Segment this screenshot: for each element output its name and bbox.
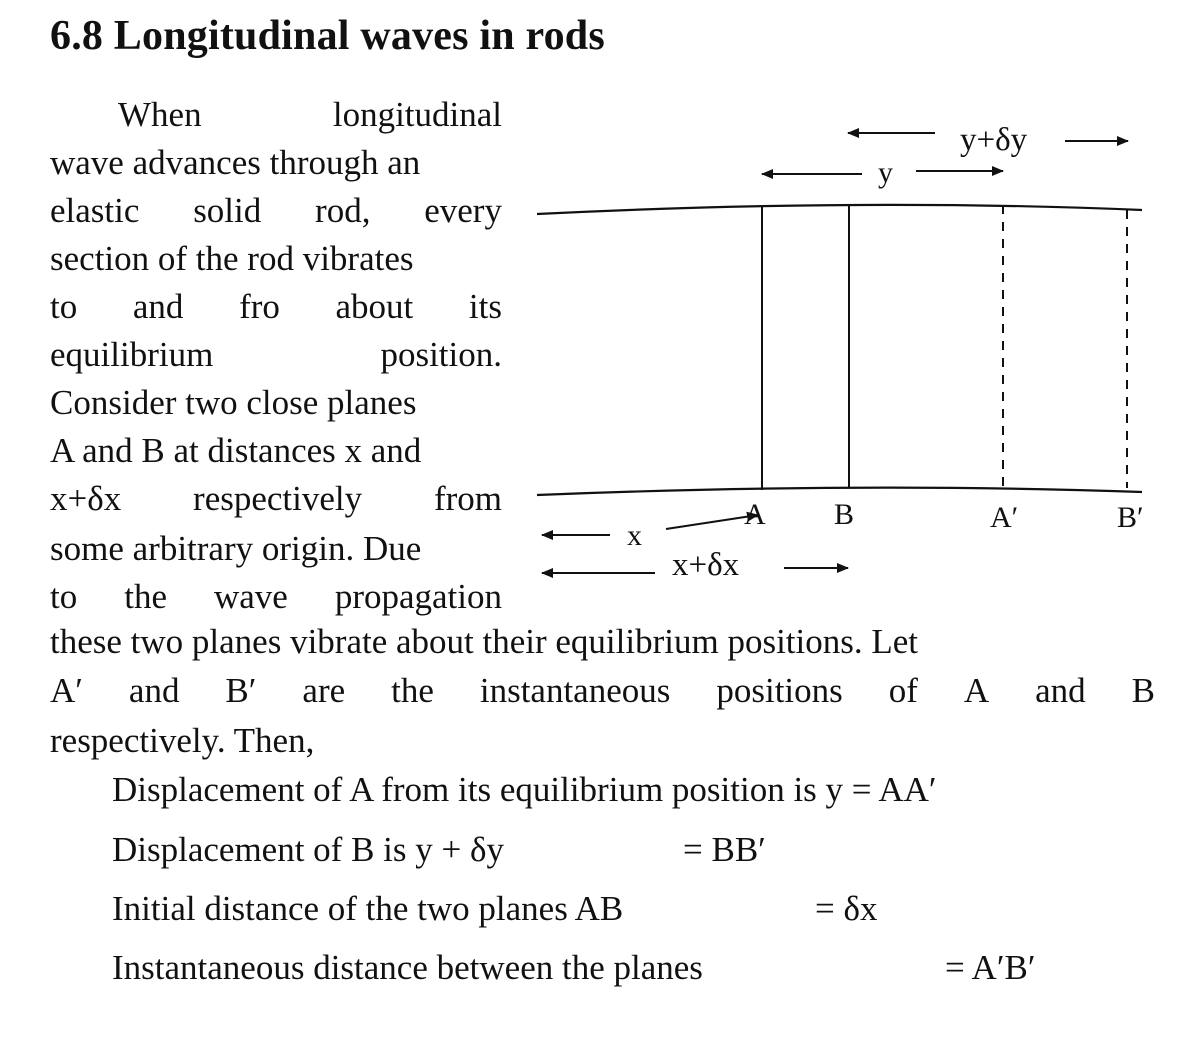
word: its <box>468 287 502 326</box>
word: and <box>128 671 180 710</box>
word: A′ <box>50 671 83 710</box>
word: x+δx <box>50 479 122 518</box>
word: wave <box>213 577 288 616</box>
word: about <box>335 287 414 326</box>
paragraph-line-12: these two planes vibrate about their equilibrium positions. Let <box>50 622 919 661</box>
word: every <box>424 191 502 230</box>
label-a-prime: A′ <box>990 501 1019 534</box>
word: and <box>1035 671 1086 710</box>
paragraph-line-4: section of the rod vibrates <box>50 239 414 278</box>
word: B′ <box>225 671 257 710</box>
label-b-prime: B′ <box>1117 501 1144 534</box>
x-dx-label: x+δx <box>672 547 740 583</box>
relation-2-label: Displacement of B is y + δy <box>112 830 505 869</box>
word: equilibrium <box>50 335 214 374</box>
paragraph-line-8: A and B at distances x and <box>50 431 422 470</box>
word: rod, <box>315 191 371 230</box>
label-a: A <box>744 498 766 531</box>
relation-3-value: = δx <box>815 889 878 928</box>
word: instantaneous <box>479 671 671 710</box>
paragraph-line-2: wave advances through an <box>50 143 421 182</box>
word: from <box>433 479 502 518</box>
paragraph-line-13 <box>50 667 1155 715</box>
word: and <box>132 287 184 326</box>
relation-4-label: Instantaneous distance between the planes <box>112 948 703 987</box>
rod-top-edge <box>537 205 1142 214</box>
word: the <box>391 671 434 710</box>
word: propagation <box>334 577 502 616</box>
word: fro <box>239 287 280 326</box>
word: solid <box>193 191 262 230</box>
relation-2-value: = BB′ <box>683 830 766 869</box>
word: position. <box>380 335 502 374</box>
section-heading: 6.8 Longitudinal waves in rods <box>50 13 605 59</box>
x-label: x <box>627 519 642 552</box>
word: When <box>118 95 202 134</box>
label-b: B <box>834 498 855 531</box>
y-dy-label: y+δy <box>960 122 1028 158</box>
word: respectively <box>193 479 363 518</box>
word: B <box>1131 671 1155 710</box>
word: elastic <box>50 191 140 230</box>
paragraph-line-14: respectively. Then, <box>50 721 315 760</box>
relation-3-label: Initial distance of the two planes AB <box>112 889 624 928</box>
word: to <box>50 287 78 326</box>
word: to <box>50 577 78 616</box>
paragraph-line-10: some arbitrary origin. Due <box>50 529 422 568</box>
relation-4-value: = A′B′ <box>945 948 1036 987</box>
word: longitudinal <box>332 95 502 134</box>
paragraph-line-7: Consider two close planes <box>50 383 417 422</box>
word: the <box>124 577 167 616</box>
word: A <box>963 671 990 710</box>
rod-bottom-edge <box>537 488 1142 495</box>
word: positions <box>716 671 843 710</box>
relation-1-label: Displacement of A from its equilibrium position is y = AA′ <box>112 770 937 809</box>
y-label: y <box>878 156 893 189</box>
word: are <box>302 671 346 710</box>
word: of <box>888 671 918 710</box>
